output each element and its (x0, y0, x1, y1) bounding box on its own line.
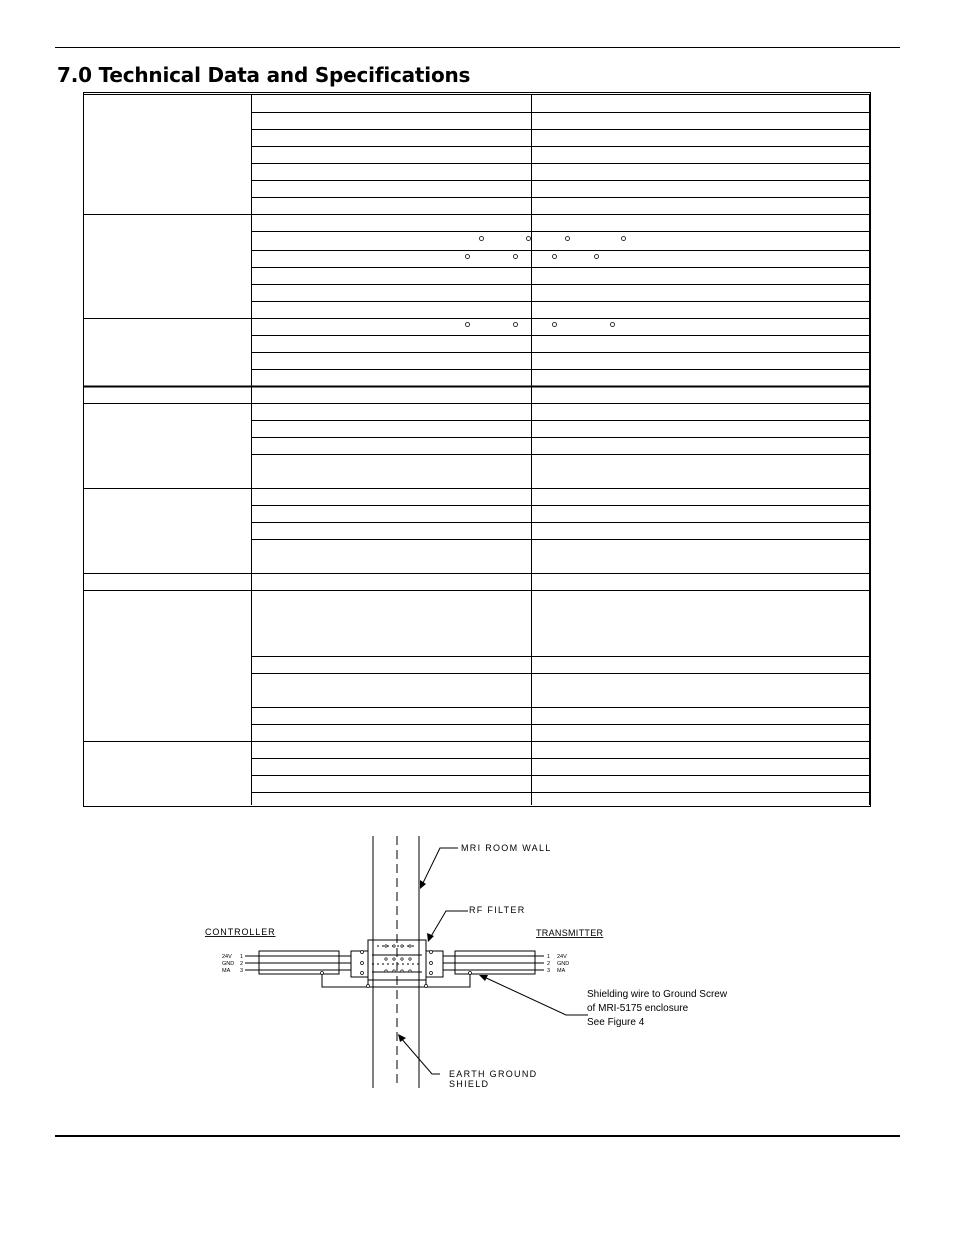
rf-filter-label: RF FILTER (469, 905, 526, 915)
shielding-note-line: Shielding wire to Ground Screw (587, 989, 728, 1000)
transmitter-terminal-num: 1 (547, 954, 551, 960)
controller-label: CONTROLLER (205, 927, 276, 937)
controller-terminal-num: 3 (240, 968, 244, 974)
controller-cable (245, 951, 351, 974)
shielding-note-line: See Figure 4 (587, 1017, 645, 1028)
controller-terminal-num: 2 (240, 961, 244, 967)
transmitter-terminal-num: 2 (547, 961, 551, 967)
controller-terminal-name: GND (222, 961, 235, 967)
shielding-note-line: of MRI-5175 enclosure (587, 1003, 689, 1014)
controller-terminal-num: 1 (240, 954, 244, 960)
transmitter-terminal-name: GND (557, 961, 570, 967)
page-title: 7.0 Technical Data and Specifications (57, 63, 471, 87)
rf-filter (351, 940, 443, 980)
controller-terminal-name: MA (222, 968, 231, 974)
transmitter-terminal-name: 24V (557, 954, 567, 960)
transmitter-terminal-num: 3 (547, 968, 551, 974)
transmitter-terminals (547, 954, 569, 974)
controller-terminal-name: 24V (222, 954, 232, 960)
transmitter-terminal-name: MA (557, 968, 566, 974)
footer-rule (55, 1135, 900, 1137)
earth-ground-label: EARTH GROUND (449, 1069, 538, 1079)
controller-terminals (222, 954, 243, 974)
wall-label: MRI ROOM WALL (461, 843, 552, 853)
transmitter-cable (443, 951, 544, 974)
mri-room-wall (373, 836, 419, 1088)
shielding-note (587, 988, 727, 1030)
shield-label: SHIELD (449, 1079, 490, 1089)
transmitter-label: TRANSMITTER (536, 928, 604, 938)
